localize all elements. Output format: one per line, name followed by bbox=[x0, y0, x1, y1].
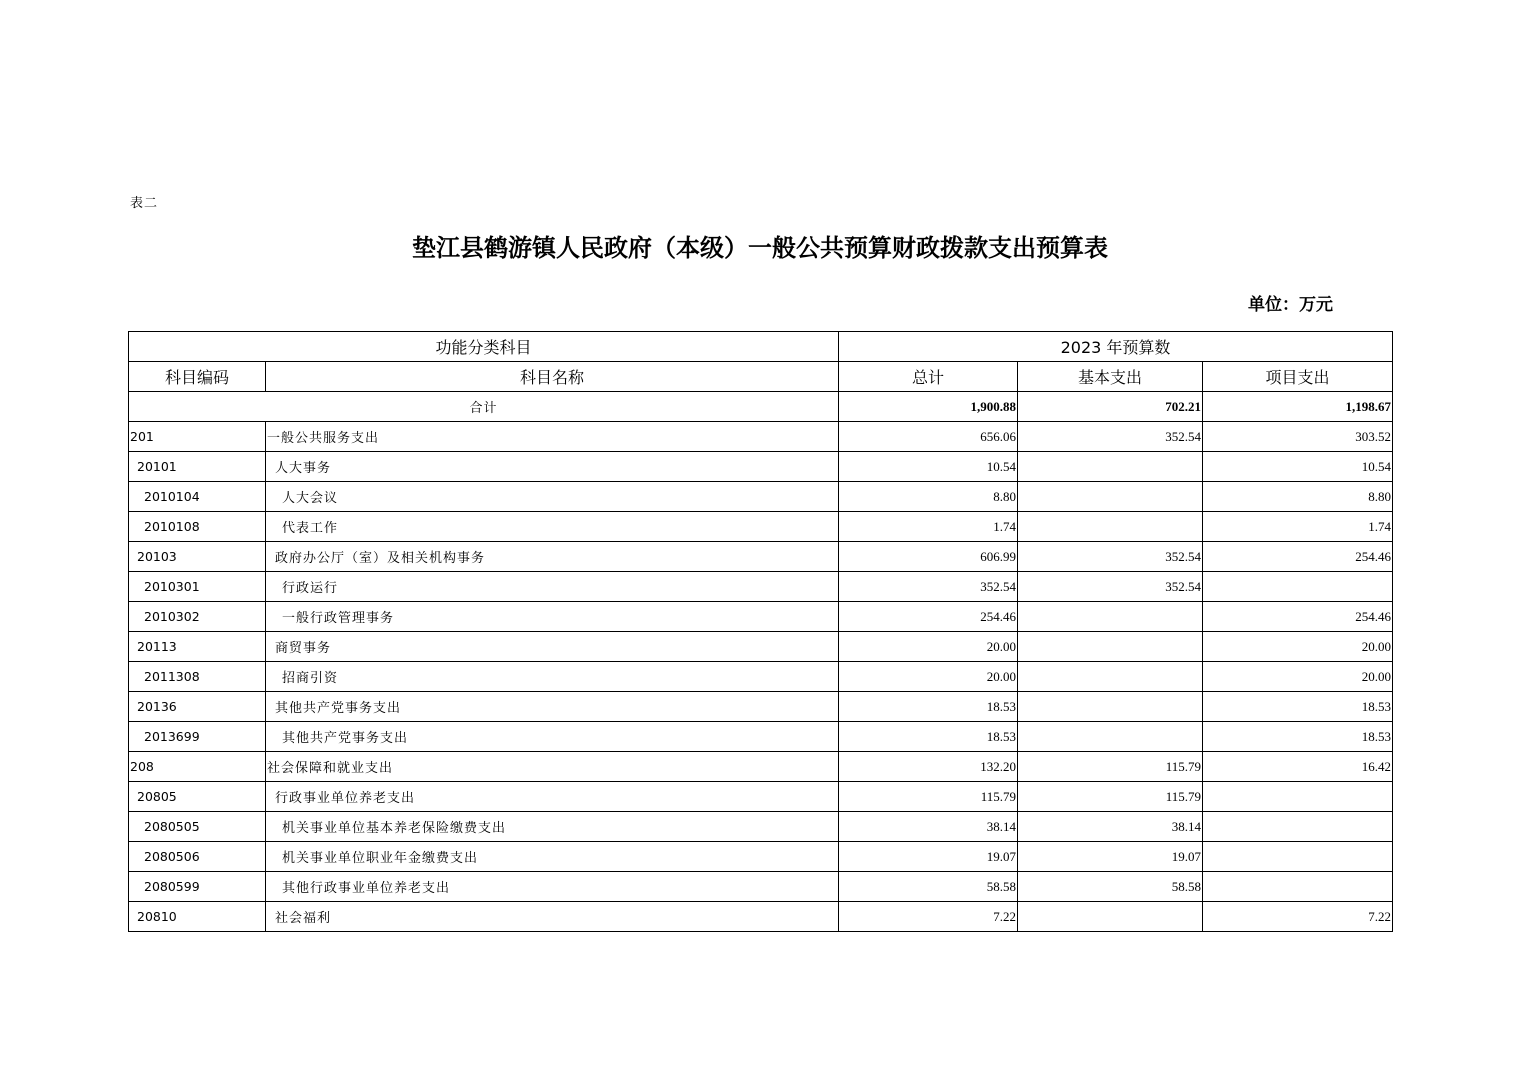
row-project: 18.53 bbox=[1203, 722, 1393, 752]
row-project: 10.54 bbox=[1203, 452, 1393, 482]
row-name: 机关事业单位基本养老保险缴费支出 bbox=[266, 812, 839, 842]
row-code: 201 bbox=[129, 422, 266, 452]
row-name: 商贸事务 bbox=[266, 632, 839, 662]
row-code: 20113 bbox=[129, 632, 266, 662]
row-basic: 115.79 bbox=[1018, 782, 1203, 812]
table-row bbox=[129, 842, 1393, 872]
row-code: 2013699 bbox=[129, 722, 266, 752]
total-total: 1,900.88 bbox=[839, 392, 1018, 422]
header-functional-classification: 功能分类科目 bbox=[129, 332, 839, 362]
row-project bbox=[1203, 872, 1393, 902]
row-project: 1.74 bbox=[1203, 512, 1393, 542]
table-row bbox=[129, 452, 1393, 482]
row-name: 行政事业单位养老支出 bbox=[266, 782, 839, 812]
row-code: 2080599 bbox=[129, 872, 266, 902]
row-code: 20810 bbox=[129, 902, 266, 932]
table-row bbox=[129, 422, 1393, 452]
row-project: 18.53 bbox=[1203, 692, 1393, 722]
row-name: 行政运行 bbox=[266, 572, 839, 602]
row-code: 2080505 bbox=[129, 812, 266, 842]
row-project bbox=[1203, 782, 1393, 812]
table-row bbox=[129, 632, 1393, 662]
header-group-row bbox=[129, 332, 1393, 362]
row-name: 一般行政管理事务 bbox=[266, 602, 839, 632]
row-code: 20101 bbox=[129, 452, 266, 482]
row-basic: 352.54 bbox=[1018, 572, 1203, 602]
row-name: 其他共产党事务支出 bbox=[266, 722, 839, 752]
row-name: 其他共产党事务支出 bbox=[266, 692, 839, 722]
table-row bbox=[129, 872, 1393, 902]
row-name: 一般公共服务支出 bbox=[266, 422, 839, 452]
row-project: 8.80 bbox=[1203, 482, 1393, 512]
table-row bbox=[129, 902, 1393, 932]
table-row bbox=[129, 812, 1393, 842]
table-row bbox=[129, 572, 1393, 602]
row-code: 20103 bbox=[129, 542, 266, 572]
row-name: 其他行政事业单位养老支出 bbox=[266, 872, 839, 902]
row-code: 2010104 bbox=[129, 482, 266, 512]
row-total: 38.14 bbox=[839, 812, 1018, 842]
row-project: 20.00 bbox=[1203, 632, 1393, 662]
table-row bbox=[129, 722, 1393, 752]
row-basic bbox=[1018, 512, 1203, 542]
row-project: 16.42 bbox=[1203, 752, 1393, 782]
total-basic: 702.21 bbox=[1018, 392, 1203, 422]
row-name: 代表工作 bbox=[266, 512, 839, 542]
row-total: 132.20 bbox=[839, 752, 1018, 782]
row-code: 2080506 bbox=[129, 842, 266, 872]
table-row bbox=[129, 602, 1393, 632]
row-code: 208 bbox=[129, 752, 266, 782]
row-project: 303.52 bbox=[1203, 422, 1393, 452]
row-name: 机关事业单位职业年金缴费支出 bbox=[266, 842, 839, 872]
row-total: 1.74 bbox=[839, 512, 1018, 542]
row-total: 8.80 bbox=[839, 482, 1018, 512]
row-name: 人大会议 bbox=[266, 482, 839, 512]
row-name: 政府办公厅（室）及相关机构事务 bbox=[266, 542, 839, 572]
header-code: 科目编码 bbox=[129, 362, 266, 392]
table-row bbox=[129, 542, 1393, 572]
row-basic bbox=[1018, 692, 1203, 722]
table-row bbox=[129, 482, 1393, 512]
row-project bbox=[1203, 572, 1393, 602]
row-basic bbox=[1018, 482, 1203, 512]
row-name: 社会福利 bbox=[266, 902, 839, 932]
row-total: 7.22 bbox=[839, 902, 1018, 932]
row-total: 58.58 bbox=[839, 872, 1018, 902]
row-basic: 19.07 bbox=[1018, 842, 1203, 872]
row-project: 20.00 bbox=[1203, 662, 1393, 692]
header-column-row bbox=[129, 362, 1393, 392]
row-code: 2010301 bbox=[129, 572, 266, 602]
row-project bbox=[1203, 812, 1393, 842]
row-code: 20805 bbox=[129, 782, 266, 812]
page-title: 垫江县鹤游镇人民政府（本级）一般公共预算财政拨款支出预算表 bbox=[412, 233, 1108, 262]
row-total: 10.54 bbox=[839, 452, 1018, 482]
table-label: 表二 bbox=[130, 196, 159, 211]
row-total: 20.00 bbox=[839, 662, 1018, 692]
row-name: 招商引资 bbox=[266, 662, 839, 692]
row-name: 社会保障和就业支出 bbox=[266, 752, 839, 782]
total-label: 合计 bbox=[129, 392, 839, 422]
row-project bbox=[1203, 842, 1393, 872]
table-row bbox=[129, 752, 1393, 782]
row-basic: 115.79 bbox=[1018, 752, 1203, 782]
row-total: 19.07 bbox=[839, 842, 1018, 872]
row-total: 606.99 bbox=[839, 542, 1018, 572]
row-basic bbox=[1018, 632, 1203, 662]
unit-label: 单位：万元 bbox=[1248, 295, 1333, 315]
budget-table bbox=[128, 331, 1393, 932]
row-name: 人大事务 bbox=[266, 452, 839, 482]
row-project: 7.22 bbox=[1203, 902, 1393, 932]
header-basic: 基本支出 bbox=[1018, 362, 1203, 392]
row-basic bbox=[1018, 602, 1203, 632]
table-row bbox=[129, 782, 1393, 812]
row-total: 20.00 bbox=[839, 632, 1018, 662]
total-row bbox=[129, 392, 1393, 422]
row-basic: 352.54 bbox=[1018, 422, 1203, 452]
row-basic: 58.58 bbox=[1018, 872, 1203, 902]
row-total: 18.53 bbox=[839, 692, 1018, 722]
row-project: 254.46 bbox=[1203, 542, 1393, 572]
row-code: 2010302 bbox=[129, 602, 266, 632]
header-total: 总计 bbox=[839, 362, 1018, 392]
row-total: 115.79 bbox=[839, 782, 1018, 812]
row-code: 2010108 bbox=[129, 512, 266, 542]
header-budget-year: 2023 年预算数 bbox=[839, 332, 1393, 362]
row-code: 20136 bbox=[129, 692, 266, 722]
table-row bbox=[129, 692, 1393, 722]
total-project: 1,198.67 bbox=[1203, 392, 1393, 422]
row-basic: 38.14 bbox=[1018, 812, 1203, 842]
row-total: 254.46 bbox=[839, 602, 1018, 632]
row-basic bbox=[1018, 722, 1203, 752]
row-basic bbox=[1018, 662, 1203, 692]
table-row bbox=[129, 512, 1393, 542]
header-name: 科目名称 bbox=[266, 362, 839, 392]
table-row bbox=[129, 662, 1393, 692]
row-basic: 352.54 bbox=[1018, 542, 1203, 572]
row-code: 2011308 bbox=[129, 662, 266, 692]
row-basic bbox=[1018, 452, 1203, 482]
row-project: 254.46 bbox=[1203, 602, 1393, 632]
header-project: 项目支出 bbox=[1203, 362, 1393, 392]
row-total: 656.06 bbox=[839, 422, 1018, 452]
row-basic bbox=[1018, 902, 1203, 932]
row-total: 18.53 bbox=[839, 722, 1018, 752]
row-total: 352.54 bbox=[839, 572, 1018, 602]
